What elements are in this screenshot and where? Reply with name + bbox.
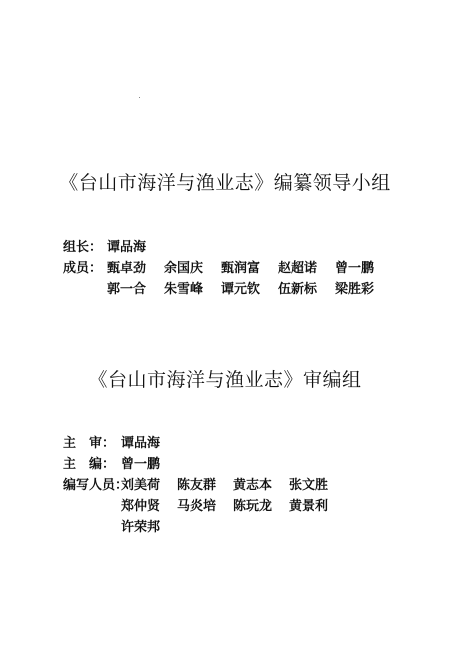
writer-name: 张文胜	[289, 478, 329, 493]
chief-editor-label	[63, 454, 115, 475]
writer-name: 陈友群	[177, 478, 217, 493]
member-name: 曾一鹏	[335, 261, 375, 276]
writer-name: 黄景利	[289, 499, 329, 514]
chief-editor-label-part1: 主	[63, 457, 77, 472]
members-row-2	[63, 279, 392, 300]
review-group-title: 《台山市海洋与渔业志》审编组	[88, 369, 362, 391]
chief-reviewer-label	[63, 433, 115, 454]
members-label: 成员：	[63, 261, 103, 276]
writer-name: 郑仲贤	[121, 499, 161, 514]
writer-name: 许荣邦	[121, 520, 161, 535]
chief-editor-label-part2: 编：	[88, 457, 115, 472]
leadership-group-title: 《台山市海洋与渔业志》编纂领导小组	[59, 172, 391, 194]
member-name: 余国庆	[164, 261, 204, 276]
leader-label: 组长：	[63, 240, 103, 255]
leader-name: 谭品海	[107, 240, 147, 255]
writer-name: 马炎培	[177, 499, 217, 514]
scan-speck	[139, 97, 140, 98]
chief-reviewer-label-part1: 主	[63, 436, 77, 451]
member-name: 郭一合	[107, 282, 147, 297]
member-name: 梁胜彩	[335, 282, 375, 297]
member-name: 甄卓劲	[107, 261, 147, 276]
member-name: 赵超诺	[278, 261, 318, 276]
leadership-group-members	[63, 237, 392, 300]
writer-name: 刘美荷	[121, 478, 161, 493]
writers-label: 编写人员：	[63, 478, 129, 493]
writer-name: 黄志本	[233, 478, 273, 493]
chief-reviewer-name: 谭品海	[121, 436, 161, 451]
member-name: 伍新标	[278, 282, 318, 297]
chief-reviewer-row	[63, 433, 345, 454]
leader-row	[63, 237, 392, 258]
review-group-members	[63, 433, 345, 538]
chief-editor-name: 曾一鹏	[121, 457, 161, 472]
members-row-1	[63, 258, 392, 279]
member-name: 谭元钦	[221, 282, 261, 297]
writer-name: 陈玩龙	[233, 499, 273, 514]
member-name: 朱雪峰	[164, 282, 204, 297]
writers-row-3	[63, 517, 345, 538]
chief-editor-row	[63, 454, 345, 475]
chief-reviewer-label-part2: 审：	[88, 436, 115, 451]
member-name: 甄润富	[221, 261, 261, 276]
writers-row-2	[63, 496, 345, 517]
writers-row-1	[63, 475, 345, 496]
